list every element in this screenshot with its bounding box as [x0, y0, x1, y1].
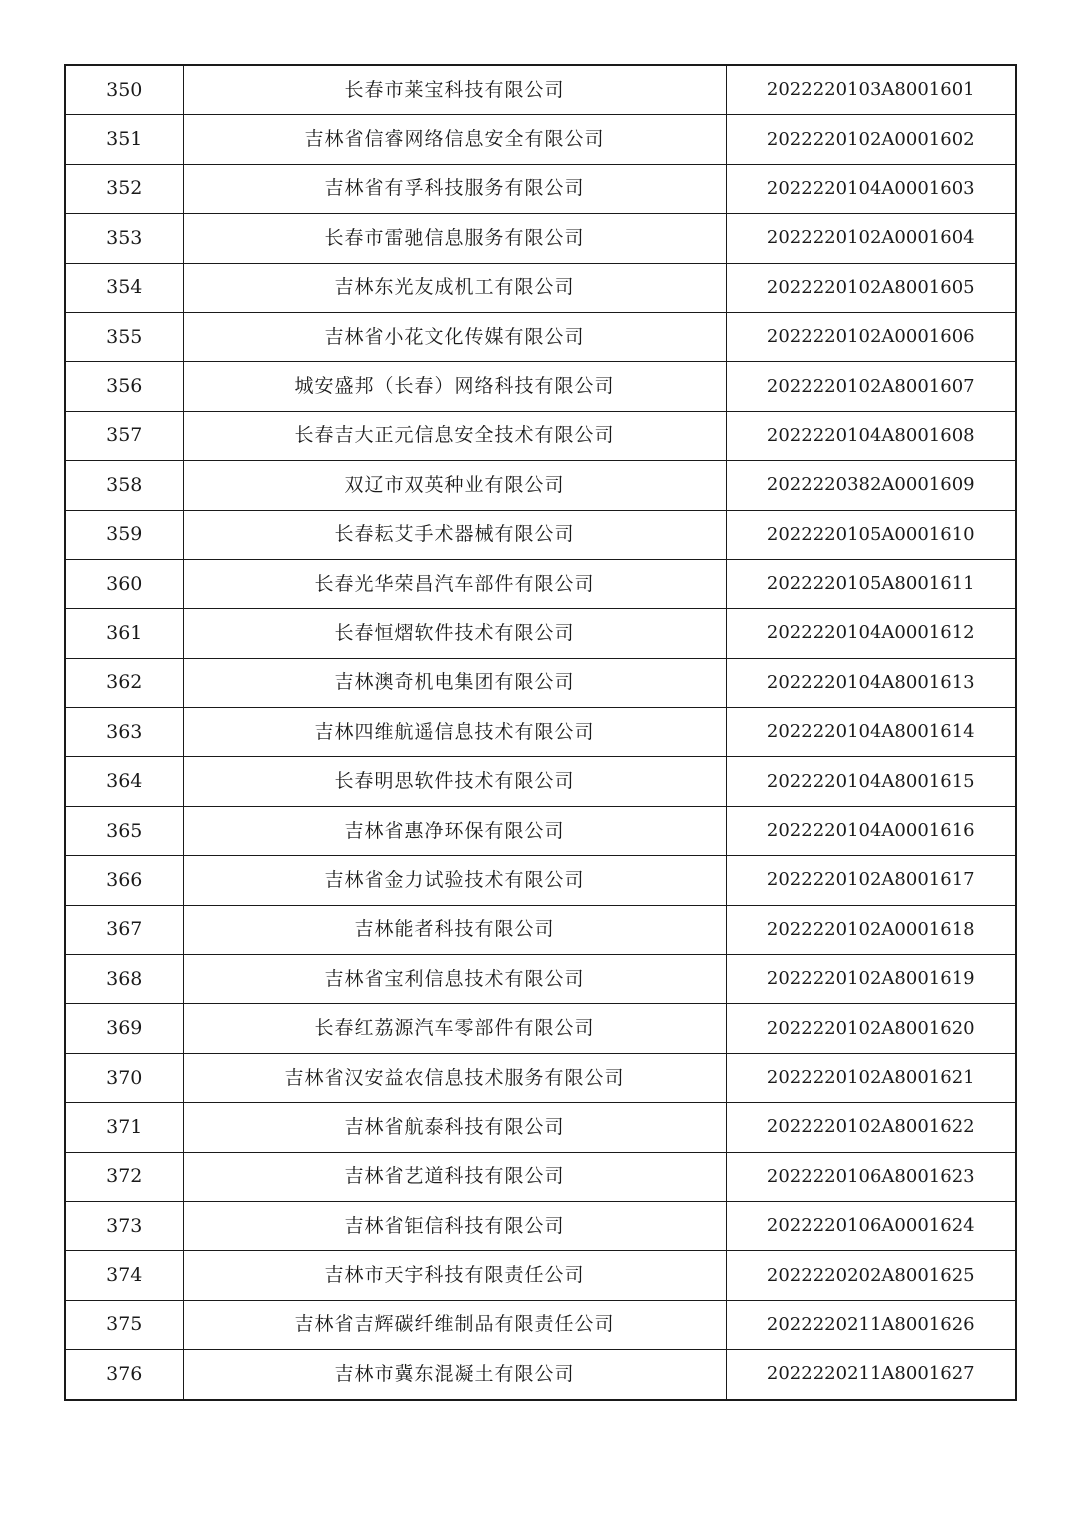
- table-row: [65, 461, 1016, 510]
- row-number-cell: 368: [65, 955, 183, 1004]
- company-name-cell: 吉林省惠净环保有限公司: [183, 806, 726, 855]
- company-name-cell: 吉林东光友成机工有限公司: [183, 263, 726, 312]
- registration-code-cell: 2022220103A8001601: [726, 65, 1016, 115]
- company-name-cell: 吉林省吉辉碳纤维制品有限责任公司: [183, 1300, 726, 1349]
- registration-code-cell: 2022220104A8001615: [726, 757, 1016, 806]
- company-name-cell: 吉林省汉安益农信息技术服务有限公司: [183, 1053, 726, 1102]
- row-number-cell: 363: [65, 708, 183, 757]
- row-number-cell: 350: [65, 65, 183, 115]
- company-name-cell: 长春耘艾手术器械有限公司: [183, 510, 726, 559]
- registration-code-cell: 2022220105A8001611: [726, 559, 1016, 608]
- registration-code-cell: 2022220104A0001603: [726, 164, 1016, 213]
- table-row: [65, 164, 1016, 213]
- company-name-cell: 吉林省小花文化传媒有限公司: [183, 312, 726, 361]
- row-number-cell: 373: [65, 1201, 183, 1250]
- company-name-cell: 长春市雷驰信息服务有限公司: [183, 214, 726, 263]
- company-name-cell: 长春光华荣昌汽车部件有限公司: [183, 559, 726, 608]
- registry-table-body: [65, 65, 1016, 1400]
- company-name-cell: 吉林省艺道科技有限公司: [183, 1152, 726, 1201]
- registration-code-cell: 2022220102A0001604: [726, 214, 1016, 263]
- table-row: [65, 708, 1016, 757]
- registration-code-cell: 2022220104A8001613: [726, 658, 1016, 707]
- table-row: [65, 856, 1016, 905]
- registration-code-cell: 2022220102A0001602: [726, 115, 1016, 164]
- company-name-cell: 双辽市双英种业有限公司: [183, 461, 726, 510]
- row-number-cell: 372: [65, 1152, 183, 1201]
- row-number-cell: 360: [65, 559, 183, 608]
- table-row: [65, 1053, 1016, 1102]
- registration-code-cell: 2022220102A8001607: [726, 362, 1016, 411]
- row-number-cell: 369: [65, 1004, 183, 1053]
- company-name-cell: 吉林省钜信科技有限公司: [183, 1201, 726, 1250]
- table-row: [65, 1004, 1016, 1053]
- table-row: [65, 757, 1016, 806]
- company-registry-table: [64, 64, 1017, 1401]
- registration-code-cell: 2022220106A0001624: [726, 1201, 1016, 1250]
- company-name-cell: 吉林省宝利信息技术有限公司: [183, 955, 726, 1004]
- registration-code-cell: 2022220102A8001605: [726, 263, 1016, 312]
- table-row: [65, 1251, 1016, 1300]
- registration-code-cell: 2022220102A8001617: [726, 856, 1016, 905]
- row-number-cell: 353: [65, 214, 183, 263]
- row-number-cell: 357: [65, 411, 183, 460]
- registration-code-cell: 2022220102A0001606: [726, 312, 1016, 361]
- registration-code-cell: 2022220202A8001625: [726, 1251, 1016, 1300]
- table-row: [65, 1152, 1016, 1201]
- row-number-cell: 366: [65, 856, 183, 905]
- registration-code-cell: 2022220211A8001627: [726, 1350, 1016, 1400]
- registration-code-cell: 2022220102A8001622: [726, 1103, 1016, 1152]
- registration-code-cell: 2022220102A8001619: [726, 955, 1016, 1004]
- company-name-cell: 吉林市冀东混凝土有限公司: [183, 1350, 726, 1400]
- company-name-cell: 吉林省金力试验技术有限公司: [183, 856, 726, 905]
- row-number-cell: 356: [65, 362, 183, 411]
- row-number-cell: 376: [65, 1350, 183, 1400]
- row-number-cell: 354: [65, 263, 183, 312]
- table-row: [65, 609, 1016, 658]
- registration-code-cell: 2022220211A8001626: [726, 1300, 1016, 1349]
- table-row: [65, 1201, 1016, 1250]
- company-name-cell: 吉林省航泰科技有限公司: [183, 1103, 726, 1152]
- table-row: [65, 806, 1016, 855]
- row-number-cell: 358: [65, 461, 183, 510]
- table-row: [65, 214, 1016, 263]
- row-number-cell: 351: [65, 115, 183, 164]
- company-name-cell: 吉林省信睿网络信息安全有限公司: [183, 115, 726, 164]
- registration-code-cell: 2022220104A8001608: [726, 411, 1016, 460]
- table-row: [65, 263, 1016, 312]
- registration-code-cell: 2022220104A8001614: [726, 708, 1016, 757]
- row-number-cell: 367: [65, 905, 183, 954]
- table-row: [65, 1103, 1016, 1152]
- company-name-cell: 吉林澳奇机电集团有限公司: [183, 658, 726, 707]
- registration-code-cell: 2022220102A8001621: [726, 1053, 1016, 1102]
- row-number-cell: 370: [65, 1053, 183, 1102]
- registration-code-cell: 2022220105A0001610: [726, 510, 1016, 559]
- table-row: [65, 115, 1016, 164]
- registration-code-cell: 2022220104A0001616: [726, 806, 1016, 855]
- table-row: [65, 658, 1016, 707]
- company-name-cell: 长春恒熠软件技术有限公司: [183, 609, 726, 658]
- table-row: [65, 411, 1016, 460]
- company-name-cell: 长春吉大正元信息安全技术有限公司: [183, 411, 726, 460]
- table-row: [65, 312, 1016, 361]
- company-name-cell: 长春市莱宝科技有限公司: [183, 65, 726, 115]
- table-row: [65, 510, 1016, 559]
- registration-code-cell: 2022220102A8001620: [726, 1004, 1016, 1053]
- row-number-cell: 355: [65, 312, 183, 361]
- table-row: [65, 1300, 1016, 1349]
- company-name-cell: 长春红荔源汽车零部件有限公司: [183, 1004, 726, 1053]
- row-number-cell: 365: [65, 806, 183, 855]
- table-row: [65, 559, 1016, 608]
- row-number-cell: 374: [65, 1251, 183, 1300]
- table-row: [65, 905, 1016, 954]
- row-number-cell: 375: [65, 1300, 183, 1349]
- company-name-cell: 吉林能者科技有限公司: [183, 905, 726, 954]
- table-row: [65, 1350, 1016, 1400]
- registration-code-cell: 2022220106A8001623: [726, 1152, 1016, 1201]
- company-name-cell: 吉林省有孚科技服务有限公司: [183, 164, 726, 213]
- registration-code-cell: 2022220104A0001612: [726, 609, 1016, 658]
- table-row: [65, 65, 1016, 115]
- company-name-cell: 吉林市天宇科技有限责任公司: [183, 1251, 726, 1300]
- row-number-cell: 359: [65, 510, 183, 559]
- company-name-cell: 吉林四维航遥信息技术有限公司: [183, 708, 726, 757]
- row-number-cell: 352: [65, 164, 183, 213]
- registration-code-cell: 2022220102A0001618: [726, 905, 1016, 954]
- registration-code-cell: 2022220382A0001609: [726, 461, 1016, 510]
- table-row: [65, 362, 1016, 411]
- company-name-cell: 长春明思软件技术有限公司: [183, 757, 726, 806]
- row-number-cell: 362: [65, 658, 183, 707]
- company-name-cell: 城安盛邦（长春）网络科技有限公司: [183, 362, 726, 411]
- table-row: [65, 955, 1016, 1004]
- row-number-cell: 364: [65, 757, 183, 806]
- row-number-cell: 361: [65, 609, 183, 658]
- row-number-cell: 371: [65, 1103, 183, 1152]
